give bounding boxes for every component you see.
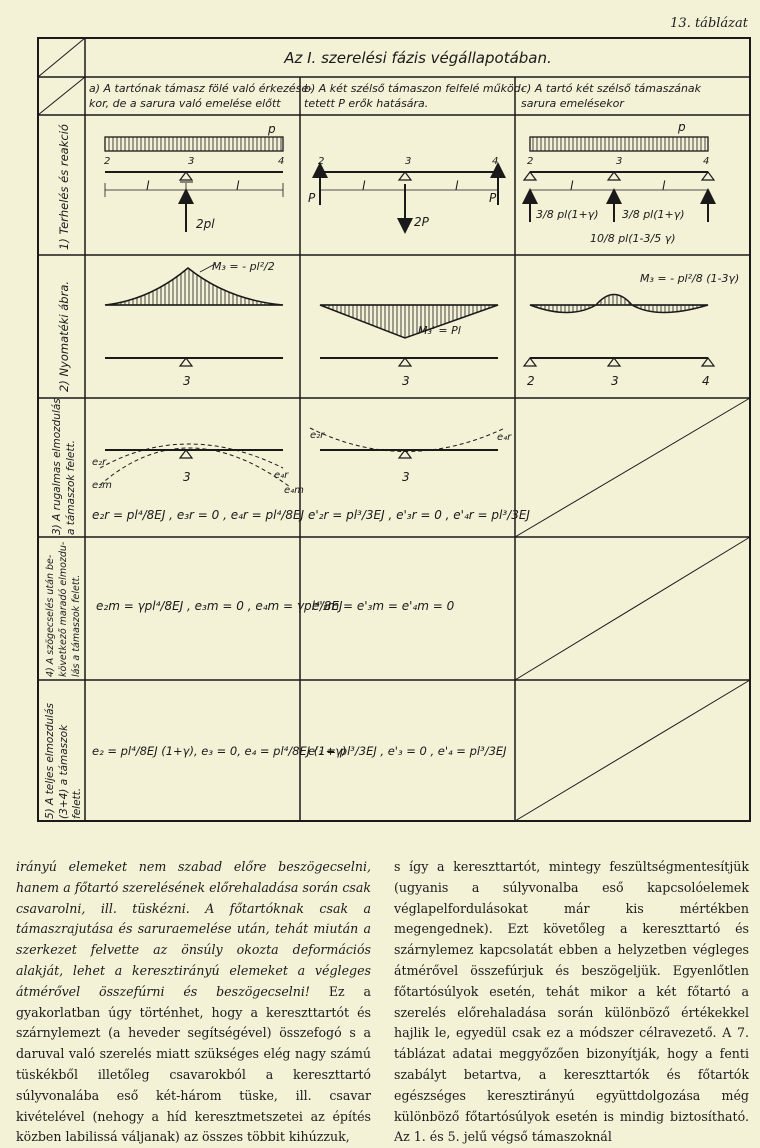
- moment-diagram-c: [524, 272, 739, 388]
- load-diagram-c: [524, 120, 714, 245]
- svg-text:3/8 pl(1+γ): 3/8 pl(1+γ): [536, 208, 599, 221]
- svg-text:2pl: 2pl: [196, 217, 215, 231]
- svg-text:l: l: [146, 179, 150, 193]
- svg-text:3/8 pl(1+γ): 3/8 pl(1+γ): [622, 208, 685, 221]
- text-column-right: [394, 857, 749, 1148]
- svg-text:e₄m: e₄m: [284, 485, 304, 496]
- svg-text:3: 3: [183, 374, 191, 388]
- formula-r4a: e₂m = γpl⁴/8EJ , e₃m = 0 , e₄m = γpl⁴/8EJ: [96, 599, 343, 613]
- svg-text:M₃ = - pl²/8 (1-3γ): M₃ = - pl²/8 (1-3γ): [640, 272, 740, 285]
- svg-text:l: l: [362, 179, 366, 193]
- row-5-label-3: felett.: [71, 787, 83, 819]
- svg-text:e₂r: e₂r: [92, 457, 107, 468]
- col-c-header-1: c) A tartó két szélső támaszának: [521, 82, 702, 95]
- svg-text:P: P: [308, 191, 316, 205]
- svg-text:4: 4: [278, 156, 285, 167]
- table-title: Az I. szerelési fázis végállapotában.: [284, 49, 552, 67]
- moment-diagram-a: [105, 260, 283, 388]
- svg-text:l: l: [570, 179, 574, 193]
- left-italic-text: irányú elemeket nem szabad előre beszögecselni, hanem a főtartó szerelésének előrehaladása során csak csavarolni, ill. tüskézni. A főtartóknak csak a támaszrajutása és saruraemelése után, tehát miután a szerkezet felvette az önsúly okozta deformációs alakját, lehet a keresztirányú elemeket a végleges átmérővel összefúrni és beszögecselni!: [16, 859, 371, 999]
- svg-text:P: P: [489, 191, 497, 205]
- row-3-label-1: 3) A rugalmas elmozdulás: [51, 398, 63, 535]
- svg-text:l: l: [455, 179, 459, 193]
- svg-text:e₂m: e₂m: [92, 480, 112, 491]
- row-4-label-3: lás a támaszok felett.: [71, 574, 82, 677]
- svg-text:e₄r: e₄r: [274, 470, 289, 481]
- svg-text:e₄r: e₄r: [497, 432, 512, 443]
- svg-text:3: 3: [616, 156, 623, 167]
- load-diagram-b: [308, 156, 498, 229]
- svg-text:l: l: [662, 179, 666, 193]
- svg-text:3: 3: [611, 374, 619, 388]
- svg-text:2: 2: [527, 156, 534, 167]
- formula-r3a: e₂r = pl⁴/8EJ , e₃r = 0 , e₄r = pl⁴/8EJ: [92, 508, 305, 522]
- svg-text:l: l: [236, 179, 240, 193]
- col-b-header-1: b) A két szélső támaszon felfelé működ-: [304, 82, 525, 95]
- col-b-header-2: tetett P erők hatására.: [304, 97, 429, 110]
- load-diagram-a: [104, 122, 284, 232]
- svg-text:M₃ = - pl²/2: M₃ = - pl²/2: [212, 260, 275, 273]
- moment-diagram-b: [320, 305, 498, 388]
- row-4-label-1: 4) A szögecselés után be-: [45, 554, 56, 677]
- svg-text:4: 4: [703, 156, 710, 167]
- svg-text:3: 3: [183, 470, 191, 484]
- table-frame: [38, 38, 750, 821]
- formula-r5b: e'₂ = pl³/3EJ , e'₃ = 0 , e'₄ = pl³/3EJ: [308, 744, 507, 758]
- formula-r5a: e₂ = pl⁴/8EJ (1+γ), e₃ = 0, e₄ = pl⁴/8EJ (1+γ): [92, 744, 347, 758]
- svg-text:3: 3: [402, 470, 410, 484]
- svg-text:2: 2: [104, 156, 111, 167]
- svg-text:3: 3: [405, 156, 412, 167]
- svg-text:2P: 2P: [414, 215, 429, 229]
- col-a-header-1: a) A tartónak támasz fölé való érkezése-: [89, 82, 313, 95]
- row-4-label-2: következő maradó elmozdu-: [58, 541, 69, 677]
- svg-text:M₃' = Pl: M₃' = Pl: [418, 324, 461, 337]
- text-column-left: [16, 857, 371, 1148]
- formula-r3b: e'₂r = pl³/3EJ , e'₃r = 0 , e'₄r = pl³/3EJ: [308, 508, 530, 522]
- row-5-label-1: 5) A teljes elmozdulás: [44, 703, 56, 819]
- deflection-diagram-a: [92, 444, 305, 522]
- svg-text:4: 4: [702, 374, 710, 388]
- row-1-label: 1) Terhelés és reakció: [57, 124, 71, 250]
- row-5-label-2: (3+4) a támaszok: [58, 724, 70, 819]
- right-body-text: s így a kereszttartót, mintegy feszültségmentesítjük (ugyanis a súlyvonalba eső kapcsolóelemek véglapelfordulásokat már kis mértékben megengednek). Ezt követőleg a kereszttartó és szárnylemez kapcsolatát ebben a helyzetben végleges átmérővel összefúrjuk és beszögeljük. Egyenlőtlen főtartósúlyok esetén, tehát mikor a két főtartó a szerelés előrehaladása során különböző értékekkel hajlik le, egyedül csak ez a módszer célravezető. A 7. táblázat adatai meggyőzően bizonyítják, hogy a fenti szabályt betartva, a kereszttartók és főtartók egészséges keresztirányú együttdolgozása még különböző főtartósúlyok esetén is mindig biztosítható. Az 1. és 5. jelű végső támaszoknál: [394, 859, 749, 1145]
- svg-text:10/8 pl(1-3/5 γ): 10/8 pl(1-3/5 γ): [590, 232, 676, 245]
- svg-text:2: 2: [318, 156, 325, 167]
- svg-text:4: 4: [492, 156, 499, 167]
- svg-text:p: p: [678, 120, 686, 134]
- svg-text:e₂r: e₂r: [310, 430, 325, 441]
- svg-text:2: 2: [527, 374, 535, 388]
- table-label: 13. táblázat: [670, 16, 748, 31]
- col-c-header-2: sarura emelésekor: [521, 97, 624, 110]
- row-3-label-2: a támaszok felett.: [65, 440, 77, 535]
- svg-text:3: 3: [188, 156, 195, 167]
- row-2-label: 2) Nyomatéki ábra.: [57, 280, 71, 392]
- svg-text:3: 3: [402, 374, 410, 388]
- formula-r4b: e'₂m = e'₃m = e'₄m = 0: [312, 599, 455, 613]
- col-a-header-2: kor, de a sarura való emelése előtt: [89, 97, 281, 110]
- left-body-text: Ez a gyakorlatban úgy történhet, hogy a kereszttartót és szárnylemezt (a heveder segítségével) összefogó s a daruval való szerelés miatt szükséges elég nagy számú tüskékből illetőleg csavarokból a kereszttartó súlyvonalába eső két-három tüske, ill. csavar kivételével (nehogy a híd keresztmetszetei az építés közben labilissá váljanak) az összes többit kihúzzuk,: [16, 983, 371, 1145]
- deflection-diagram-b: [308, 428, 530, 522]
- svg-text:p: p: [268, 122, 276, 136]
